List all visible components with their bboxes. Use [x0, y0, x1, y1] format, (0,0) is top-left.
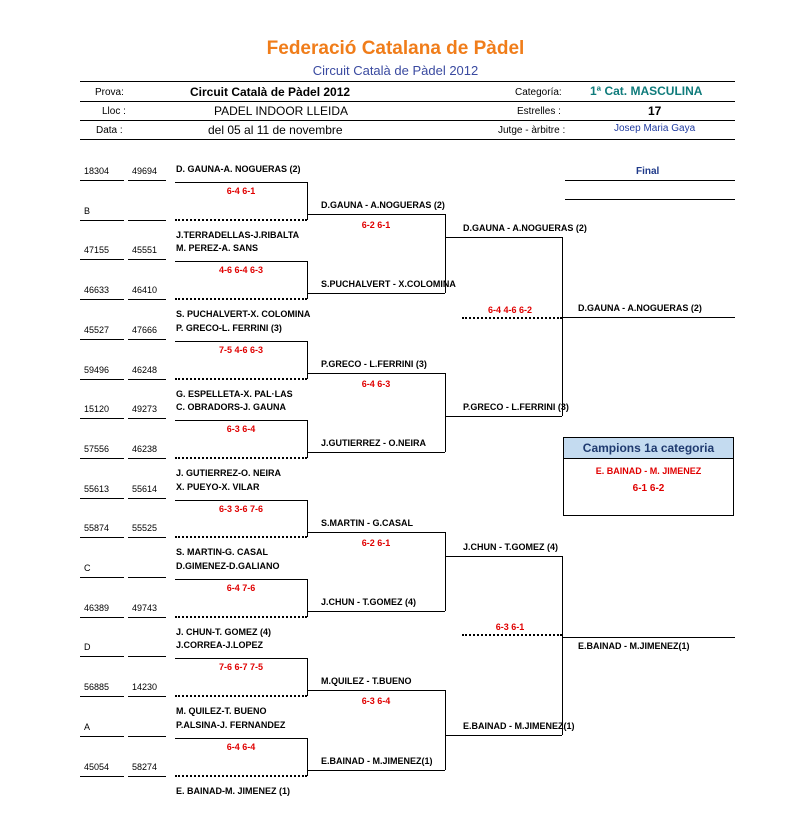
player-pair: J.TERRADELLAS-J.RIBALTA — [176, 230, 300, 240]
jutge-value: Josep Maria Gaya — [614, 123, 696, 134]
seed-number: 15120 — [84, 404, 110, 414]
champions-box — [563, 437, 734, 516]
match-score: 7-5 4-6 6-3 — [218, 345, 264, 355]
player-pair: J.CORREA-J.LOPEZ — [176, 640, 264, 650]
match-score: 6-4 6-1 — [226, 186, 256, 196]
match-score: 7-6 6-7 7-5 — [218, 662, 264, 672]
player-pair: P. GRECO-L. FERRINI (3) — [176, 323, 282, 333]
seed-number: 58274 — [132, 762, 158, 772]
player-pair: J.CHUN - T.GOMEZ (4) — [321, 597, 417, 607]
seed-number: 14230 — [132, 682, 158, 692]
match-score: 6-3 6-1 — [495, 622, 525, 632]
match-line — [562, 637, 735, 638]
player-pair: E.BAINAD - M.JIMENEZ(1) — [463, 721, 575, 731]
seed-number: 46238 — [132, 444, 158, 454]
table-border — [80, 139, 735, 140]
seed-number: 46633 — [84, 285, 110, 295]
match-score: 6-3 6-4 — [361, 696, 391, 706]
match-line — [307, 214, 445, 215]
estrelles-value: 17 — [648, 104, 662, 118]
match-score: 6-3 6-4 — [226, 424, 256, 434]
seed-number: 45054 — [84, 762, 110, 772]
seed-line — [80, 617, 124, 618]
categoria-value: 1ª Cat. MASCULINA — [590, 84, 703, 98]
seed-number: C — [84, 563, 91, 573]
seed-line — [128, 696, 166, 697]
seed-line — [80, 736, 124, 737]
player-pair: E. BAINAD-M. JIMENEZ (1) — [176, 786, 291, 796]
seed-number: 55613 — [84, 484, 110, 494]
seed-line — [80, 220, 124, 221]
match-score: 6-4 4-6 6-2 — [487, 305, 533, 315]
player-pair: M. QUILEZ-T. BUENO — [176, 706, 267, 716]
player-pair: D. GAUNA-A. NOGUERAS (2) — [176, 164, 301, 174]
score-line-dotted — [462, 317, 562, 319]
seed-line — [80, 339, 124, 340]
player-pair: S. MARTIN-G. CASAL — [176, 547, 268, 557]
seed-line — [128, 220, 166, 221]
match-line — [445, 735, 562, 736]
final-line — [565, 199, 735, 200]
seed-line — [128, 180, 166, 181]
match-connector — [562, 556, 563, 735]
seed-line — [128, 537, 166, 538]
seed-line — [128, 498, 166, 499]
match-score: 6-2 6-1 — [361, 220, 391, 230]
player-pair: X. PUEYO-X. VILAR — [176, 482, 260, 492]
player-pair: D.GAUNA - A.NOGUERAS (2) — [578, 303, 702, 313]
player-pair: S. PUCHALVERT-X. COLOMINA — [176, 309, 311, 319]
seed-number: 59496 — [84, 365, 110, 375]
seed-line — [128, 379, 166, 380]
champions-names: E. BAINAD - M. JIMENEZ — [595, 466, 702, 476]
player-pair: J.CHUN - T.GOMEZ (4) — [463, 542, 559, 552]
match-line-dotted — [175, 457, 307, 459]
estrelles-label: Estrelles : — [517, 106, 561, 117]
seed-line — [128, 339, 166, 340]
match-connector — [562, 237, 563, 416]
page-subtitle: Circuit Català de Pàdel 2012 — [312, 63, 479, 78]
seed-line — [80, 656, 124, 657]
player-pair: C. OBRADORS-J. GAUNA — [176, 402, 287, 412]
seed-number: 55525 — [132, 523, 158, 533]
match-line — [445, 416, 562, 417]
seed-number: 45551 — [132, 245, 158, 255]
seed-number: 46389 — [84, 603, 110, 613]
seed-line — [128, 458, 166, 459]
seed-number: 47155 — [84, 245, 110, 255]
match-connector — [445, 373, 446, 452]
seed-number: 49273 — [132, 404, 158, 414]
match-line — [175, 420, 307, 421]
match-line — [175, 500, 307, 501]
seed-line — [128, 259, 166, 260]
seed-number: 45527 — [84, 325, 110, 335]
seed-line — [80, 696, 124, 697]
match-score: 4-6 6-4 6-3 — [218, 265, 264, 275]
seed-line — [80, 498, 124, 499]
champions-heading: Campions 1a categoria — [564, 438, 733, 459]
match-score: 6-4 7-6 — [226, 583, 256, 593]
match-line — [307, 452, 445, 453]
player-pair: J.GUTIERREZ - O.NEIRA — [321, 438, 427, 448]
seed-number: B — [84, 206, 91, 216]
player-pair: J. CHUN-T. GOMEZ (4) — [176, 627, 272, 637]
match-line — [175, 341, 307, 342]
match-score: 6-4 6-3 — [361, 379, 391, 389]
jutge-label: Jutge - àrbitre : — [498, 125, 566, 136]
match-line — [307, 373, 445, 374]
match-line — [175, 658, 307, 659]
seed-number: D — [84, 642, 91, 652]
lloc-label: Lloc : — [102, 106, 126, 117]
seed-number: 46410 — [132, 285, 158, 295]
player-pair: S.PUCHALVERT - X.COLOMINA — [321, 279, 456, 289]
final-label: Final — [636, 166, 660, 177]
player-pair: M.QUILEZ - T.BUENO — [321, 676, 412, 686]
match-connector — [445, 532, 446, 611]
match-line-dotted — [175, 775, 307, 777]
seed-line — [80, 577, 124, 578]
lloc-value: PADEL INDOOR LLEIDA — [214, 104, 349, 118]
seed-line — [80, 299, 124, 300]
final-line — [565, 180, 735, 181]
seed-number: 47666 — [132, 325, 158, 335]
seed-number: 49743 — [132, 603, 158, 613]
seed-number: A — [84, 722, 91, 732]
seed-line — [80, 776, 124, 777]
seed-number: 55614 — [132, 484, 158, 494]
player-pair: P.GRECO - L.FERRINI (3) — [321, 359, 427, 369]
match-line — [307, 770, 445, 771]
seed-number: 18304 — [84, 166, 110, 176]
match-line — [175, 261, 307, 262]
match-line — [445, 237, 562, 238]
prova-label: Prova: — [95, 87, 124, 98]
match-line — [307, 690, 445, 691]
player-pair: E.BAINAD - M.JIMENEZ(1) — [321, 756, 433, 766]
match-line-dotted — [175, 695, 307, 697]
seed-line — [80, 379, 124, 380]
match-line-dotted — [175, 616, 307, 618]
seed-line — [128, 418, 166, 419]
player-pair: E.BAINAD - M.JIMENEZ(1) — [578, 641, 690, 651]
seed-line — [128, 736, 166, 737]
match-line — [445, 556, 562, 557]
seed-line — [80, 537, 124, 538]
page-title: Federació Catalana de Pàdel — [266, 38, 525, 59]
seed-line — [128, 299, 166, 300]
data-value: del 05 al 11 de novembre — [208, 123, 343, 137]
player-pair: J. GUTIERREZ-O. NEIRA — [176, 468, 282, 478]
match-score: 6-4 6-4 — [226, 742, 256, 752]
data-label: Data : — [96, 125, 123, 136]
match-connector — [445, 690, 446, 770]
match-line-dotted — [175, 378, 307, 380]
match-line — [307, 532, 445, 533]
seed-line — [80, 259, 124, 260]
champions-score: 6-1 6-2 — [632, 483, 665, 494]
player-pair: D.GAUNA - A.NOGUERAS (2) — [321, 200, 445, 210]
match-line — [562, 317, 735, 318]
match-line-dotted — [175, 298, 307, 300]
player-pair: G. ESPELLETA-X. PAL·LAS — [176, 389, 293, 399]
seed-line — [80, 458, 124, 459]
table-border — [80, 101, 735, 102]
match-line-dotted — [175, 536, 307, 538]
match-line — [307, 611, 445, 612]
seed-number: 46248 — [132, 365, 158, 375]
seed-line — [128, 617, 166, 618]
prova-value: Circuit Català de Pàdel 2012 — [190, 85, 351, 99]
seed-line — [80, 418, 124, 419]
seed-number: 55874 — [84, 523, 110, 533]
player-pair: D.GIMENEZ-D.GALIANO — [176, 561, 280, 571]
match-score: 6-2 6-1 — [361, 538, 391, 548]
match-line — [175, 579, 307, 580]
categoria-label: Categoría: — [515, 87, 562, 98]
seed-number: 57556 — [84, 444, 110, 454]
seed-line — [80, 180, 124, 181]
match-line — [175, 738, 307, 739]
seed-line — [128, 577, 166, 578]
table-border — [80, 81, 735, 82]
match-score: 6-3 3-6 7-6 — [218, 504, 264, 514]
seed-number: 49694 — [132, 166, 158, 176]
player-pair: D.GAUNA - A.NOGUERAS (2) — [463, 223, 587, 233]
score-line-dotted — [462, 634, 562, 636]
player-pair: S.MARTIN - G.CASAL — [321, 518, 413, 528]
match-line-dotted — [175, 219, 307, 221]
seed-number: 56885 — [84, 682, 110, 692]
match-line — [175, 182, 307, 183]
table-border — [80, 120, 735, 121]
match-line — [307, 293, 445, 294]
seed-line — [128, 776, 166, 777]
player-pair: M. PEREZ-A. SANS — [176, 243, 259, 253]
player-pair: P.ALSINA-J. FERNANDEZ — [176, 720, 286, 730]
seed-line — [128, 656, 166, 657]
player-pair: P.GRECO - L.FERRINI (3) — [463, 402, 569, 412]
